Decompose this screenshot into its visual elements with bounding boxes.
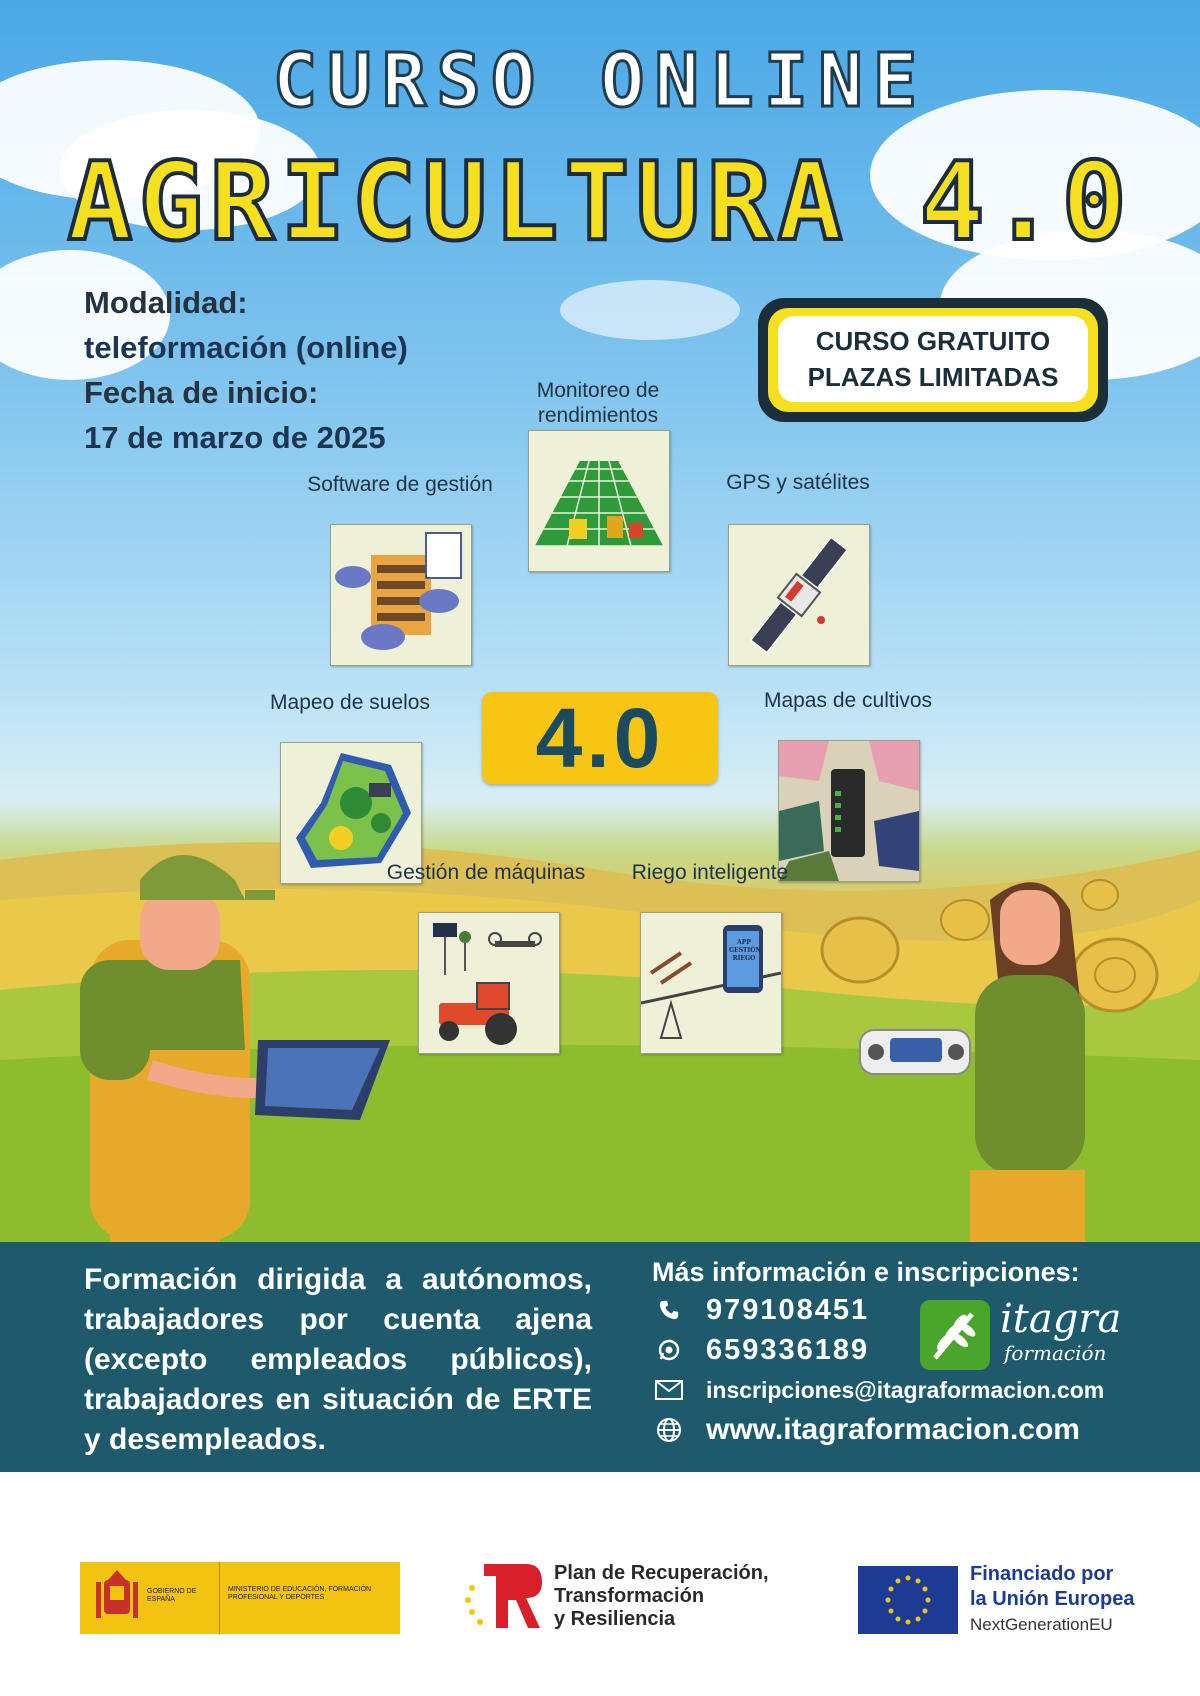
phone-number[interactable]: 979108451 [706,1293,870,1326]
tile-gestion-maquinas [418,912,560,1054]
tile-label-gps: GPS y satélites [726,471,870,494]
yield-grid-icon [529,431,669,571]
server-cloud-icon [331,525,471,665]
center-4-0-label: 4.0 [482,692,718,784]
tile-riego-inteligente [640,912,782,1054]
badge-line-1: CURSO GRATUITO [815,326,1051,356]
eu-flag-icon [858,1566,958,1634]
plan-line-3: y Resiliencia [554,1608,676,1630]
fecha-value: 17 de marzo de 2025 [84,420,386,455]
tile-label-mapeo: Mapeo de suelos [270,691,430,714]
tile-software-gestion [330,524,472,666]
globe-icon [652,1415,686,1445]
tile-label-mapas: Mapas de cultivos [763,689,933,712]
modalidad-label: Modalidad: [84,285,248,320]
tile-label-monitoreo: Monitoreo de rendimientos [536,379,660,427]
tile-label-software: Software de gestión [307,473,493,496]
itagra-logo-text [1000,1296,1121,1364]
whatsapp-number[interactable]: 659336189 [706,1333,870,1366]
badge-line-2: PLAZAS LIMITADAS [807,362,1059,392]
irrigation-icon [641,913,781,1053]
website-link[interactable]: www.itagraformacion.com [706,1413,1080,1446]
eu-line-3: NextGenerationEU [970,1615,1113,1634]
fecha-label: Fecha de inicio: [84,375,319,410]
email-icon [652,1375,686,1405]
itagra-brand-sub: formación [1004,1341,1107,1365]
course-info [84,280,408,460]
audience-text: Formación dirigida a autónomos, trabajadores por cuenta ajena (excepto empleados públicos), trabajadores en situación de ERTE y desempleados. [84,1263,592,1456]
tile-monitoreo-rendimientos [528,430,670,572]
gobierno-text: GOBIERNO DE ESPAÑA [147,1588,197,1603]
tile-gps-satelites [728,524,870,666]
plan-line-1: Plan de Recuperación, [554,1562,769,1584]
contact-title: Más información e inscripciones: [652,1257,1080,1287]
plan-recuperacion-text [554,1562,769,1631]
email-row[interactable] [652,1370,1172,1410]
prtr-logo-icon [462,1558,552,1638]
eu-line-2: la Unión Europea [970,1588,1135,1610]
itagra-brand-name: itagra [1000,1296,1122,1342]
riego-app-label: APP GESTIÓN RIEGO [729,939,762,962]
plan-line-2: Transformación [554,1585,705,1607]
satellite-icon [729,525,869,665]
modalidad-value: teleformación (online) [84,330,408,365]
web-row[interactable] [652,1410,1172,1450]
ministerio-text: MINISTERIO DE EDUCACIÓN, FORMACIÓN PROFESIONAL Y DEPORTES [228,1586,372,1601]
eu-funding-text [970,1562,1134,1637]
itagra-logo-icon [920,1300,990,1370]
email-address[interactable]: inscripciones@itagraformacion.com [706,1376,1105,1403]
tile-label-riego: Riego inteligente [631,861,789,884]
phone-icon [652,1295,686,1325]
gobierno-espana-logo [80,1562,400,1634]
free-course-badge [758,298,1108,422]
tractor-drone-icon [419,913,559,1053]
title-agricultura: AGRICULTURA 4.0 [67,140,1133,265]
whatsapp-icon [652,1335,686,1365]
title-curso-online: CURSO ONLINE [272,38,928,124]
tile-label-maquinas: Gestión de máquinas [386,861,586,884]
eu-line-1: Financiado por [970,1563,1114,1585]
coat-of-arms-icon [86,1562,146,1634]
